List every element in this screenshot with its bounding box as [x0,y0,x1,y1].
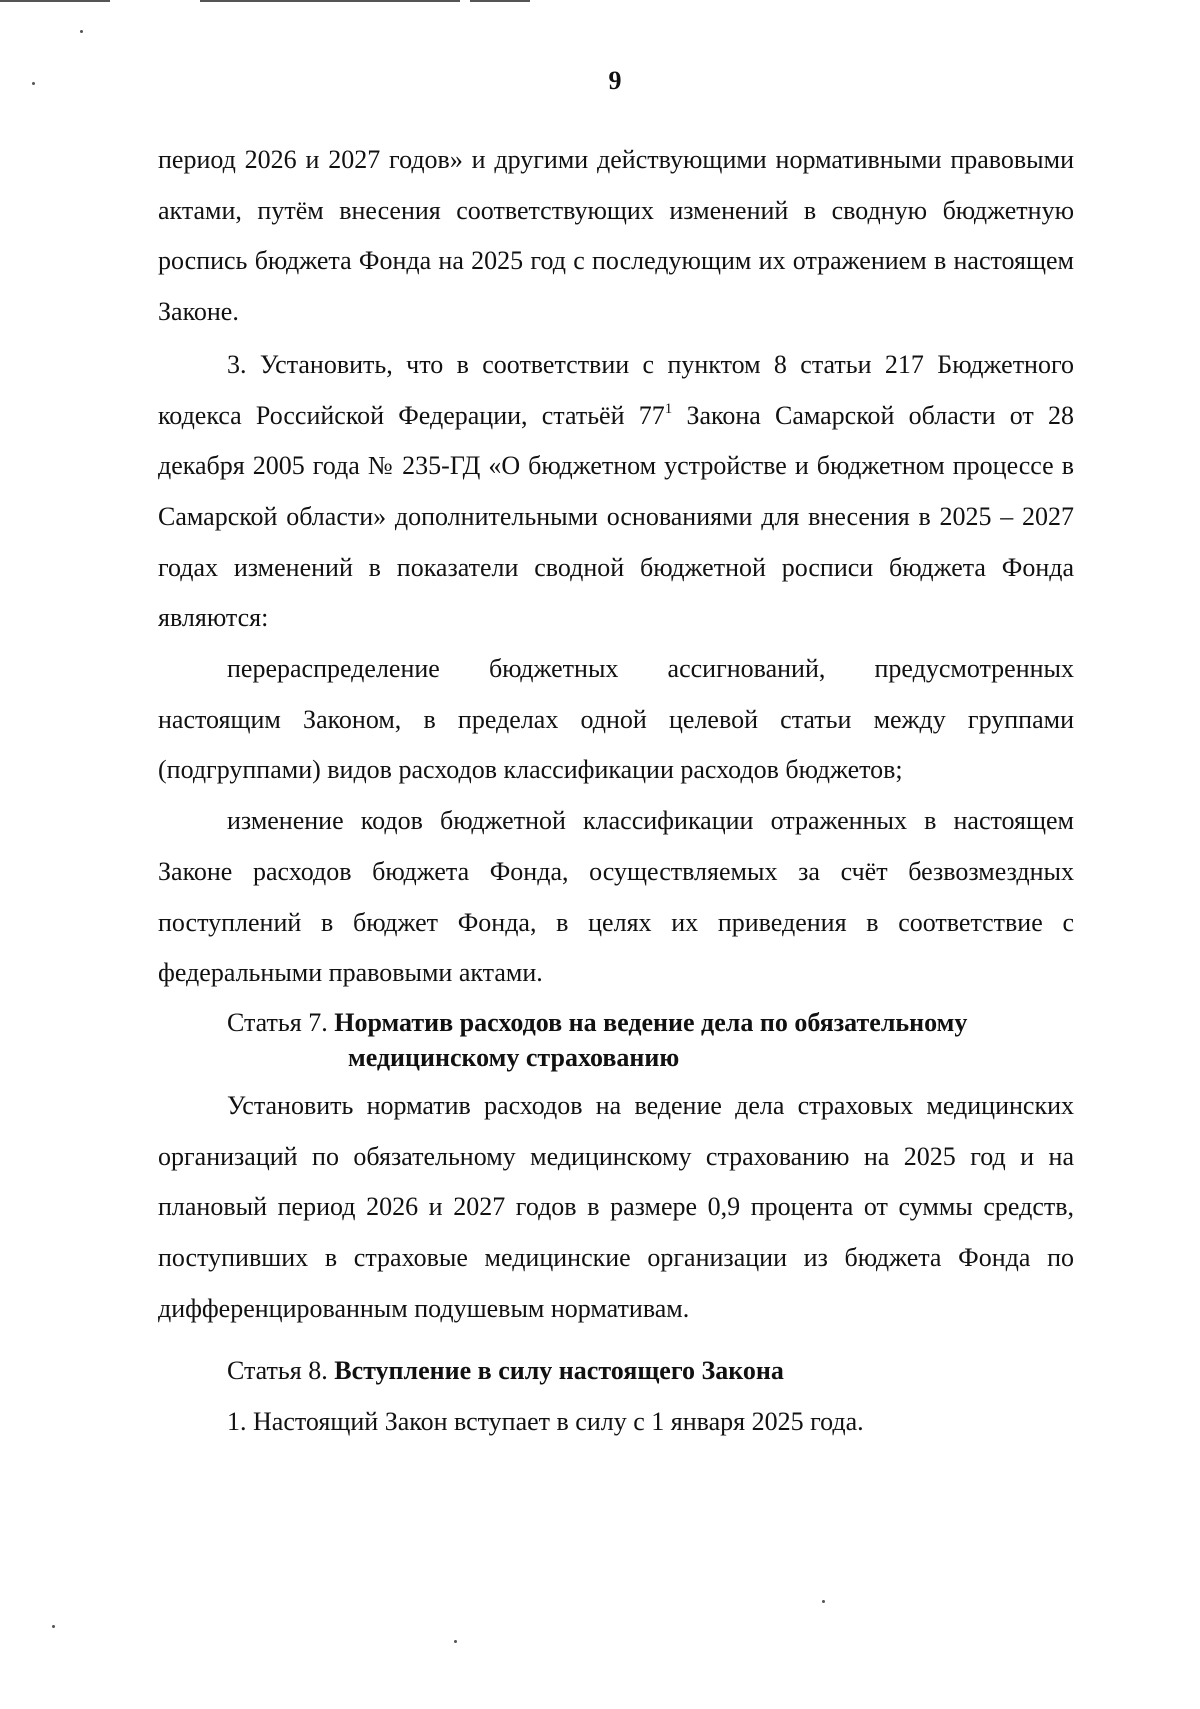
scan-speck [454,1640,457,1643]
superscript-marker: 1 [664,400,673,417]
article-7-title-line-2: медицинскому страхованию [348,1042,680,1072]
article-7-text: Установить норматив расходов на ведение дела страховых медицинских организаций по обязательному медицинскому страхованию на 2025 год и на плановый период 2026 и 2027 годов в размере 0,9 процента от суммы средств, поступивших в страховые медицинские организации из бюджета Фонда по дифференцированным подушевым нормативам. [158,1090,1074,1323]
paragraph-reallocation: перераспределение бюджетных ассигнований, предусмотренных настоящим Законом, в пределах одной целевой статьи между группами (подгруппами) видов расходов классификации расходов бюджетов; [158,654,1074,785]
article-8-text: 1. Настоящий Закон вступает в силу с 1 января 2025 года. [227,1407,864,1437]
article-7-number: Статья 7. [227,1007,328,1037]
scan-top-edge-right [470,0,530,2]
scan-top-edge-mid [200,0,460,2]
scan-speck [822,1600,825,1603]
article-8-heading [158,1346,1074,1397]
scan-top-edge-left [0,0,110,2]
article-8-title: Вступление в силу настоящего Закона [334,1356,784,1386]
article-7-title-line-1: Норматив расходов на ведение дела по обязательному [334,1007,968,1037]
scan-speck [52,1625,55,1628]
paragraph-code-change: изменение кодов бюджетной классификации отраженных в настоящем Законе расходов бюджета Фонда, осуществляемых за счёт безвозмездных поступлений в бюджет Фонда, в целях их приведения в соответствие с федеральными правовыми актами. [158,806,1074,988]
page-number: 9 [608,66,622,95]
document-body [158,135,1074,1448]
paragraph-item-3-text-end: Закона Самарской области от 28 декабря 2005 года № 235-ГД «О бюджетном устройстве и бюджетном процессе в Самарской области» дополнительными основаниями для внесения в 2025 – 2027 годах изменений в показатели сводной бюджетной росписи бюджета Фонда являются: [158,400,1074,633]
article-7-heading [158,1005,1074,1075]
scan-speck [80,30,83,33]
paragraph-item-3 [158,340,1074,644]
paragraph-item-3-text-start: 3. Установить, что в соответствии с пунктом 8 статьи 217 Бюджетного кодекса Российской Федерации, статьёй 77 [158,349,1074,430]
article-8-number: Статья 8. [227,1356,328,1386]
paragraph-continuation: период 2026 и 2027 годов» и другими действующими нормативными правовыми актами, путём внесения соответствующих изменений в сводную бюджетную роспись бюджета Фонда на 2025 год с последующим их отражением в настоящем Законе. [158,145,1074,327]
